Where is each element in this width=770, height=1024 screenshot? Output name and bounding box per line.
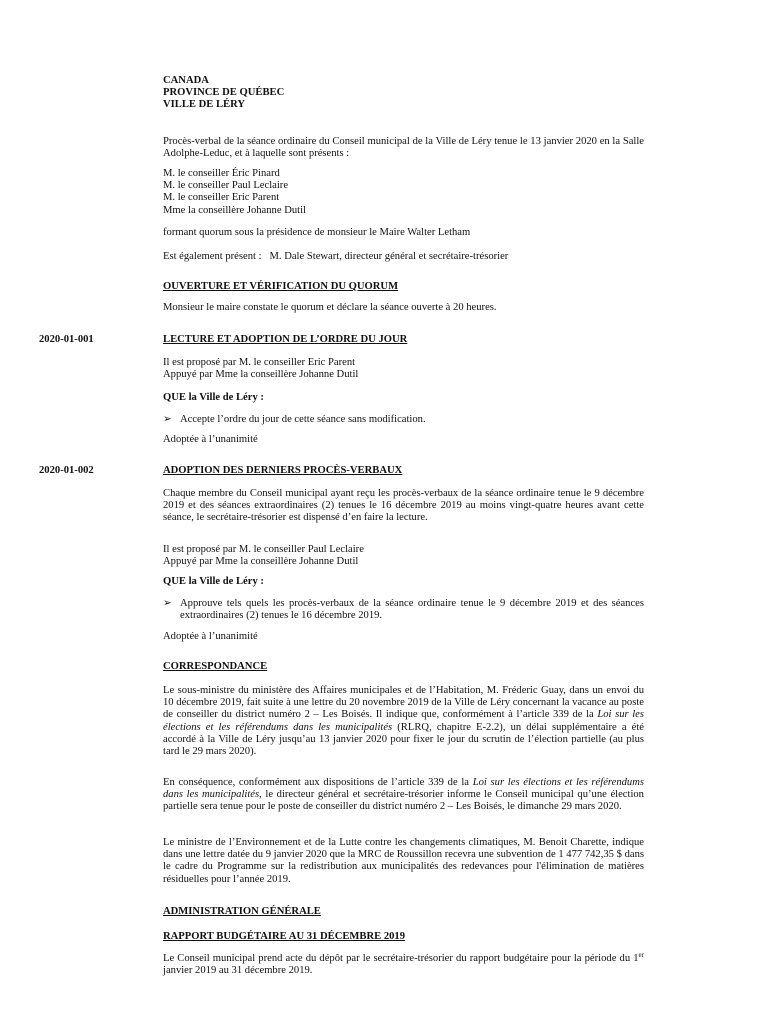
header-block	[163, 75, 644, 112]
ordinal-suffix: er	[638, 951, 644, 959]
present-member: M. le conseiller Paul Leclaire	[163, 180, 289, 192]
seconded-by: Appuyé par Mme la conseillère Johanne Dutil	[163, 556, 359, 568]
minutes-paragraph: Chaque membre du Conseil municipal ayant reçu les procès-verbaux de la séance ordinaire tenue le 9 décembre 2019 et des séances extraordinaires (2) tenues le 16 décembre 2019 au moins vingt-quatre heures avant cette séance, le secrétaire-trésorier est dispensé d’en faire la lecture.	[163, 488, 644, 524]
paragraph-text: janvier 2019 au 31 décembre 2019.	[163, 965, 313, 977]
present-member: M. le conseiller Éric Pinard	[163, 168, 280, 179]
seconded-by: Appuyé par Mme la conseillère Johanne Dutil	[163, 369, 359, 381]
resolution-que: QUE la Ville de Léry :	[163, 392, 264, 403]
agenda-motion	[163, 357, 644, 381]
paragraph-text: Le sous-ministre du ministère des Affaires municipales et de l’Habitation, M. Fréderic Guay, dans un envoi du 10 décembre 2019, fait suite à une lettre du 20 novembre 2019 de la Ville de Léry concernant la vacance au poste de conseiller du district numéro 2 – Les Boisés. Il indique que, conformément à l’article 339 de la	[163, 685, 644, 721]
section-title-quorum: OUVERTURE ET VÉRIFICATION DU QUORUM	[163, 281, 399, 292]
proposed-by: Il est proposé par M. le conseiller Paul Leclaire	[163, 544, 364, 555]
paragraph-text: (RLRQ, chapitre E-2.2), un délai supplémentaire a été accordé à la Ville de Léry jusqu’au 13 janvier 2020 pour fixer le jour du scrutin de l’élection partielle (au plus tard le 29 mars 2020).	[163, 721, 644, 758]
bullet-text: Approuve tels quels les procès-verbaux de la séance ordinaire tenue le 9 décembre 2019 et des séances extraordinaires (2) tenues le 16 décembre 2019.	[180, 598, 644, 622]
section-title-agenda: LECTURE ET ADOPTION DE L’ORDRE DU JOUR	[163, 334, 408, 345]
resolution-bullet	[163, 598, 644, 622]
resolution-number: 2020-01-002	[39, 465, 94, 476]
resolution-bullet	[163, 414, 644, 426]
paragraph-text: Le Conseil municipal prend acte du dépôt par le secrétaire-trésorier du rapport budgétaire pour la période du 1	[163, 953, 639, 964]
correspondence-paragraph-3: Le ministre de l’Environnement et de la Lutte contre les changements climatiques, M. Benoit Charette, indique dans une lettre datée du 9 janvier 2020 que la MRC de Roussillon recevra une subvention de 1 477 742,35 $ dans le cadre du Programme sur la redistribution aux municipalités des redevances pour l'élimination de matières résiduelles pour l’année 2019.	[163, 837, 644, 885]
correspondence-paragraph-1	[163, 685, 644, 758]
budget-paragraph	[163, 953, 644, 977]
arrow-bullet-icon: ➢	[163, 414, 172, 425]
minutes-motion	[163, 544, 644, 568]
paragraph-text: En conséquence, conformément aux dispositions de l’article 339 de la	[163, 777, 473, 788]
present-member: M. le conseiller Eric Parent	[163, 192, 280, 204]
section-title-minutes: ADOPTION DES DERNIERS PROCÈS-VERBAUX	[163, 465, 403, 476]
adopted-text: Adoptée à l’unanimité	[163, 434, 258, 445]
quorum-paragraph: Monsieur le maire constate le quorum et déclare la séance ouverte à 20 heures.	[163, 302, 497, 313]
also-present-text: Est également présent : M. Dale Stewart, directeur général et secrétaire-trésorier	[163, 251, 509, 262]
section-title-correspondence: CORRESPONDANCE	[163, 661, 268, 672]
arrow-bullet-icon: ➢	[163, 598, 172, 609]
proposed-by: Il est proposé par M. le conseiller Eric Parent	[163, 357, 356, 368]
quorum-text: formant quorum sous la présidence de monsieur le Maire Walter Letham	[163, 227, 471, 238]
law-title: Loi sur les élections et les référendums dans les municipalités	[163, 777, 644, 801]
present-member: Mme la conseillère Johanne Dutil	[163, 204, 306, 216]
bullet-text: Accepte l’ordre du jour de cette séance sans modification.	[180, 414, 426, 425]
correspondence-paragraph-2	[163, 777, 644, 814]
section-subtitle-budget: RAPPORT BUDGÉTAIRE AU 31 DÉCEMBRE 2019	[163, 931, 406, 942]
adopted-text: Adoptée à l’unanimité	[163, 631, 258, 642]
paragraph-text: , le directeur général et secrétaire-trésorier informe le Conseil municipal qu’une élection partielle sera tenue pour le poste de conseiller du district numéro 2 – Les Boisés, le dimanche 29 mars 2020.	[163, 789, 644, 813]
present-list	[163, 168, 644, 217]
resolution-que: QUE la Ville de Léry :	[163, 576, 264, 587]
law-title: Loi sur les élections et les référendums dans les municipalités	[163, 709, 644, 733]
section-title-administration: ADMINISTRATION GÉNÉRALE	[163, 906, 321, 917]
header-country: CANADA	[163, 75, 209, 86]
intro-paragraph: Procès-verbal de la séance ordinaire du Conseil municipal de la Ville de Léry tenue le 13 janvier 2020 en la Salle Adolphe-Leduc, et à laquelle sont présents :	[163, 136, 644, 160]
header-city: VILLE DE LÉRY	[163, 99, 246, 111]
header-province: PROVINCE DE QUÉBEC	[163, 87, 285, 99]
resolution-number: 2020-01-001	[39, 334, 94, 345]
